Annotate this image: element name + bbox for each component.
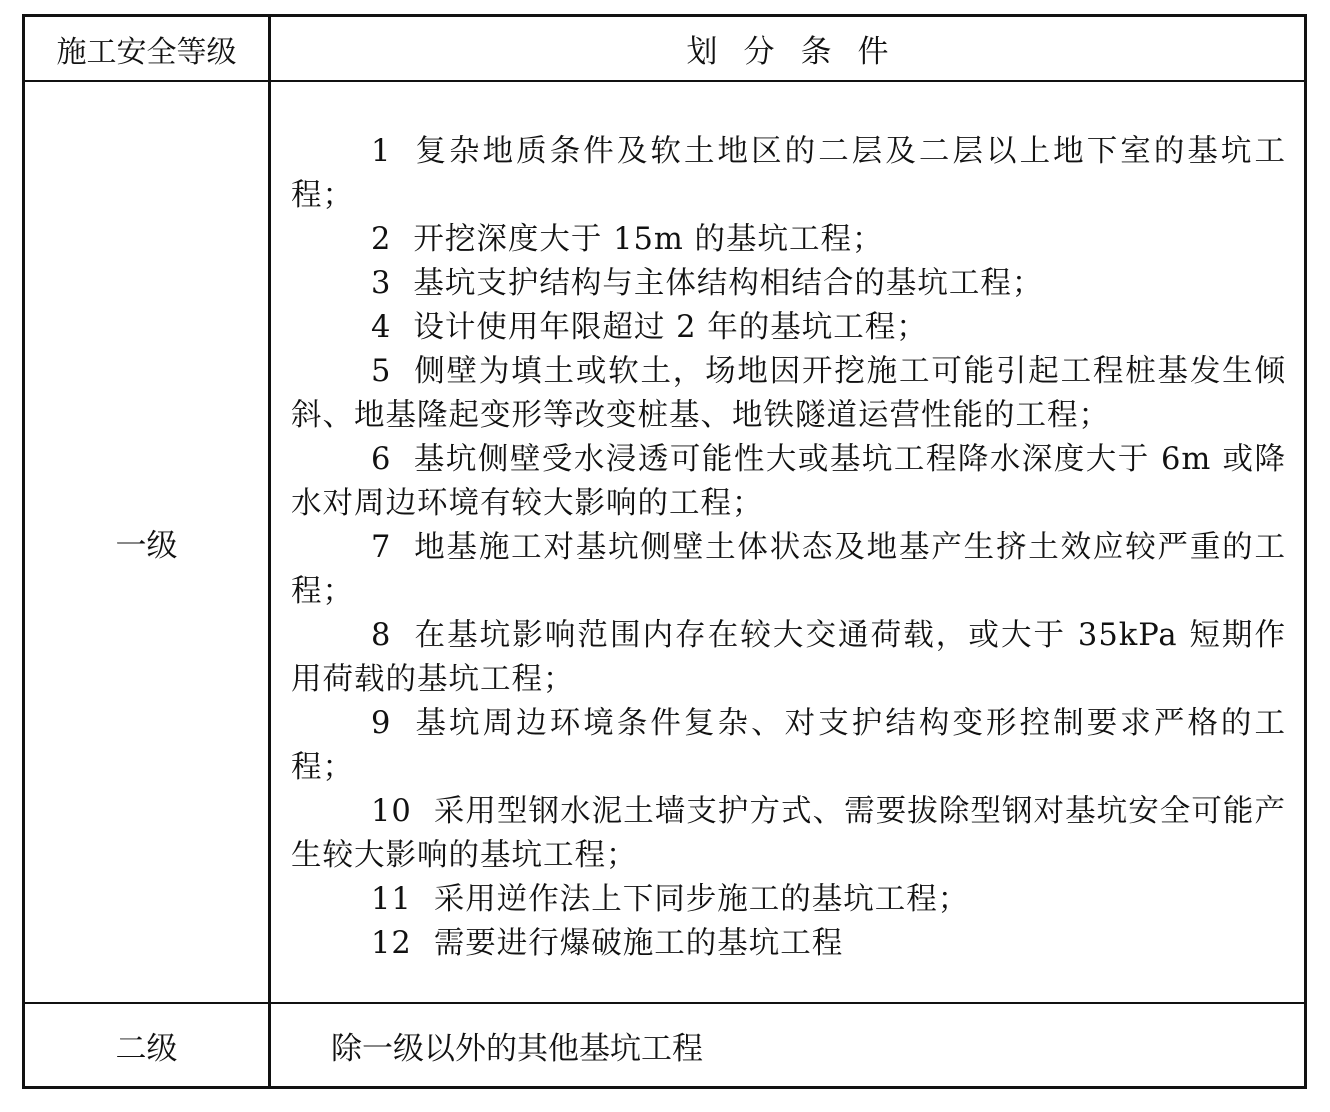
condition-number: 8 (371, 618, 392, 653)
condition-item (291, 878, 1286, 922)
condition-item (291, 790, 1286, 878)
condition-item (291, 614, 1286, 702)
condition-item (291, 218, 1286, 262)
condition-item (291, 922, 1286, 966)
condition-item (291, 262, 1286, 306)
condition-number: 9 (371, 706, 392, 741)
condition-text: 侧壁为填土或软土，场地因开挖施工可能引起工程桩基发生倾斜、地基隆起变形等改变桩基、地铁隧道运营性能的工程； (291, 354, 1286, 433)
condition-item (291, 702, 1286, 790)
condition-number: 6 (371, 442, 392, 477)
condition-item (291, 438, 1286, 526)
condition-item (291, 130, 1286, 218)
condition-text: 设计使用年限超过 2 年的基坑工程； (413, 310, 928, 345)
condition-number: 2 (371, 222, 392, 257)
condition-item (291, 526, 1286, 614)
condition-number: 7 (371, 530, 392, 565)
grade-level-2: 二级 (115, 1030, 178, 1067)
condition-number: 11 (371, 882, 412, 917)
condition-number: 4 (371, 310, 392, 345)
condition-text: 需要进行爆破施工的基坑工程 (433, 926, 844, 961)
grade-level-1-conditions (271, 82, 1304, 1002)
grade-level-2-condition: 除一级以外的其他基坑工程 (331, 1030, 703, 1067)
condition-text: 采用逆作法上下同步施工的基坑工程； (433, 882, 970, 917)
condition-text: 地基施工对基坑侧壁土体状态及地基产生挤土效应较严重的工程； (291, 530, 1286, 609)
condition-text: 基坑支护结构与主体结构相结合的基坑工程； (413, 266, 1044, 301)
condition-text: 在基坑影响范围内存在较大交通荷载，或大于 35kPa 短期作用荷载的基坑工程； (291, 618, 1286, 697)
header-grade: 施工安全等级 (56, 34, 237, 70)
condition-number: 3 (371, 266, 392, 301)
grade-level-1: 一级 (115, 527, 178, 564)
safety-grade-table (22, 14, 1307, 1089)
condition-text: 复杂地质条件及软土地区的二层及二层以上地下室的基坑工程； (291, 134, 1286, 213)
condition-number: 10 (371, 794, 412, 829)
condition-number: 12 (371, 926, 412, 961)
condition-list (271, 82, 1304, 966)
condition-item (291, 350, 1286, 438)
header-conditions: 划分条件 (686, 34, 915, 70)
condition-text: 基坑侧壁受水浸透可能性大或基坑工程降水深度大于 6m 或降水对周边环境有较大影响的工程； (291, 442, 1286, 521)
condition-text: 开挖深度大于 15m 的基坑工程； (413, 222, 884, 257)
condition-text: 基坑周边环境条件复杂、对支护结构变形控制要求严格的工程； (291, 706, 1286, 785)
condition-item (291, 306, 1286, 350)
condition-number: 1 (371, 134, 392, 169)
condition-text: 采用型钢水泥土墙支护方式、需要拔除型钢对基坑安全可能产生较大影响的基坑工程； (291, 794, 1286, 873)
condition-number: 5 (371, 354, 392, 389)
